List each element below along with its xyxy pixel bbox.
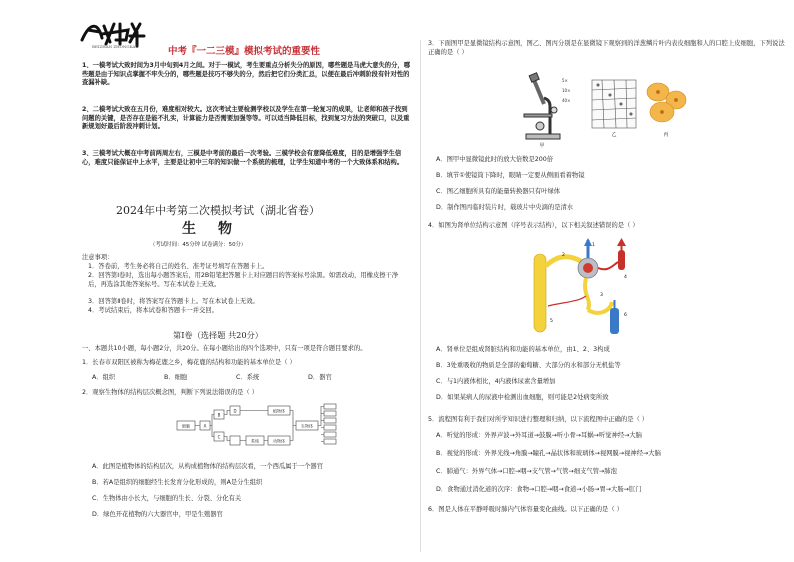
note-3: 3．回答第Ⅱ卷时，将答案写在答题卡上。写在本试卷上无效。: [88, 298, 259, 305]
question-3-stem: 3．下面图甲是显微镜结构示意图，图乙、图丙分别是在显微镜下观察到的洋葱鳞片叶内表皮细胞和人的口腔上皮细胞，下列说法正确的是（ ）: [428, 40, 785, 56]
hierarchy-diagram: [176, 402, 338, 450]
q4-option-c: C．与1内液体相比，4内液体尿素含量增加: [436, 378, 556, 385]
q3-option-a: A．图甲中显微镜此时的放大倍数是200倍: [436, 156, 554, 163]
marker-4: 4: [624, 275, 627, 280]
diagram-system-label: 系统: [251, 438, 259, 444]
q4-option-a: A．肾单位是组成肾脏结构和功能的基本单位，由1、2、3构成: [436, 346, 610, 353]
intro-paragraph-3: 3、三模考试大概在中考前两周左右，三模是中考前的最后一次考验。三模学校会有意降低难度，目的是增强学生信心，难度只能保证中上水平，主要是让初中三年的知识做一个系统的梳理，让学生知道中考的一个大致体系和结构。: [82, 150, 404, 166]
marker-3: 3: [600, 293, 603, 298]
diagram-a-label: A: [203, 423, 207, 429]
note-1: 1．答卷前，考生务必将自己的姓名、准考证号填写在答题卡上。: [88, 263, 269, 270]
diagram-organism-label: 生物体: [301, 423, 313, 429]
figure-label-yi: 乙: [611, 132, 617, 138]
lens-label-40x: 40×: [562, 98, 571, 103]
diagram-d-label: D: [233, 408, 237, 414]
diagram-cell-label: 细胞: [182, 423, 190, 429]
brand-logo: [80, 18, 146, 48]
q4-option-d: D．如果某病人的尿液中检测出血细胞，则可能是2处病变所致: [436, 394, 609, 401]
marker-2: 2: [562, 253, 565, 258]
note-2: 2．回答第Ⅰ卷时，选出每小题答案后，用2B铅笔把答题卡上对应题目的答案标号涂黑。如需改动，用橡皮擦干净后，再选涂其他答案标号。写在本试卷上无效。: [88, 272, 399, 288]
exam-subject: 生物: [182, 221, 254, 237]
note-4: 4．考试结束后，将本试卷和答题卡一并交回。: [88, 307, 218, 314]
q4-option-b: B．3处重吸收的物质是全部的葡萄糖、大部分的水和部分无机盐等: [436, 362, 621, 369]
q1-option-c: C．系统: [236, 374, 260, 381]
q1-option-b: B．细胞: [164, 374, 188, 381]
marker-5: 5: [550, 319, 553, 324]
q3-option-c: C．图乙细胞所具有的能量转换器只有叶绿体: [436, 188, 561, 195]
exam-title: 2024年中考第二次模拟考试（湖北省卷）: [116, 204, 320, 217]
q2-option-d: D．绿色开花植物的六大器官中，甲是生殖器官: [92, 511, 223, 518]
marker-6: 6: [624, 313, 627, 318]
q1-option-a: A．组织: [92, 374, 116, 381]
diagram-plant-label: 植物体: [273, 408, 285, 414]
question-5-stem: 5．流程图有利于我们对所学知识进行整理和归纳，以下流程图中正确的是（ ）: [428, 416, 649, 423]
cheek-cell-icon: [647, 83, 686, 122]
microscope-figure: [510, 70, 700, 148]
lens-label-5x: 5×: [562, 78, 568, 83]
q5-option-b: B．视觉的形成：外界光线→角膜→瞳孔→晶状体和玻璃体→视网膜→视神经→大脑: [436, 450, 661, 457]
question-4-stem: 4．如图为肾单位结构示意图（序号表示结构），以下相关叙述错误的是（ ）: [428, 222, 639, 229]
exam-meta: （考试时间：45分钟 试卷满分：50分）: [150, 242, 247, 248]
diagram-b-label: B: [217, 412, 221, 418]
part-title: 第Ⅰ卷（选择题 共20分）: [173, 330, 263, 340]
marker-1: 1: [592, 243, 595, 248]
q1-option-d: D．器官: [308, 374, 332, 381]
q2-option-a: A．此图是植物体的结构层次，从构成植物体的结构层次看，一个西瓜属于一个器官: [92, 463, 323, 470]
figure-label-bing: 丙: [663, 132, 669, 138]
notes-heading: 注意事项：: [82, 254, 114, 261]
column-divider: [420, 40, 421, 552]
question-6-stem: 6．图是人体在平静呼吸时肺内气体容量变化曲线。以下正确的是（ ）: [428, 506, 623, 513]
q5-option-c: C．肺通气：外界气体→口腔→咽→支气管→气管→细支气管→肺泡: [436, 468, 617, 475]
logo-subtitle: BEIZHAN ZHONGKAO: [92, 44, 139, 49]
q3-option-b: B．填节①使镜筒下降时，眼睛一定要从侧面看着物镜: [436, 172, 585, 179]
diagram-c-label: C: [217, 434, 221, 440]
diagram-animal-label: 动物体: [273, 438, 285, 444]
lens-label-10x: 10×: [562, 88, 571, 93]
q2-option-b: B．若A是组织的细胞经生长发育分化形成的，则A是分生组织: [92, 479, 263, 486]
figure-label-jia: 甲: [539, 143, 545, 148]
q5-option-a: A．听觉的形成：外界声波→外耳道→鼓膜→听小骨→耳蜗→听觉神经→大脑: [436, 432, 642, 439]
q3-option-d: D．制作图丙临时装片时，载玻片中央滴的是清水: [436, 204, 574, 211]
nephron-figure: [528, 236, 644, 338]
intro-paragraph-2: 2、二模考试大致在五月份，难度相对较大。这次考试主要检测学校以及学生在第一轮复习的成果，让老师和孩子找到问题的关键，是否存在是能不扎实，计算能力是否需要加强等等。可以适当降低目标，找到复习方法的突破口，以及重新规划好最后阶段冲刺计划。: [82, 106, 410, 131]
onion-cell-icon: [592, 80, 636, 128]
question-1-stem: 1．长春市双阳区被称为梅花鹿之乡，梅花鹿的结构和功能的基本单位是（ ）: [82, 359, 296, 366]
question-2-stem: 2．观察生物体的结构层次概念图，判断下列说法错误的是（ ）: [82, 389, 259, 396]
section-intro: 一、本题共10小题，每小题2分，共20分。在每小题给出的四个选项中，只有一项是符合题目要求的。: [82, 345, 367, 352]
nephron-icon: [534, 238, 626, 334]
q5-option-d: D．食物通过消化道的次序：食物→口腔→咽→食道→小肠→胃→大肠→肛门: [436, 486, 642, 493]
page-headline: 中考『一二三模』模拟考试的重要性: [168, 46, 321, 57]
microscope-icon: [524, 73, 560, 139]
q2-option-c: C．生物体由小长大，与细胞的生长、分裂、分化有关: [92, 495, 242, 502]
intro-paragraph-1: 1、一模考试大致时间为3月中旬到4月之间。对于一模试，考生要重点分析失分的原因，哪些题是马虎大意失的分，哪些题是由于知识点掌握不牢失分的，哪些题是技巧不够失的分，然后把它们分类汇总，以便在最后冲刺阶段有针对性的查漏补缺。: [82, 62, 410, 87]
